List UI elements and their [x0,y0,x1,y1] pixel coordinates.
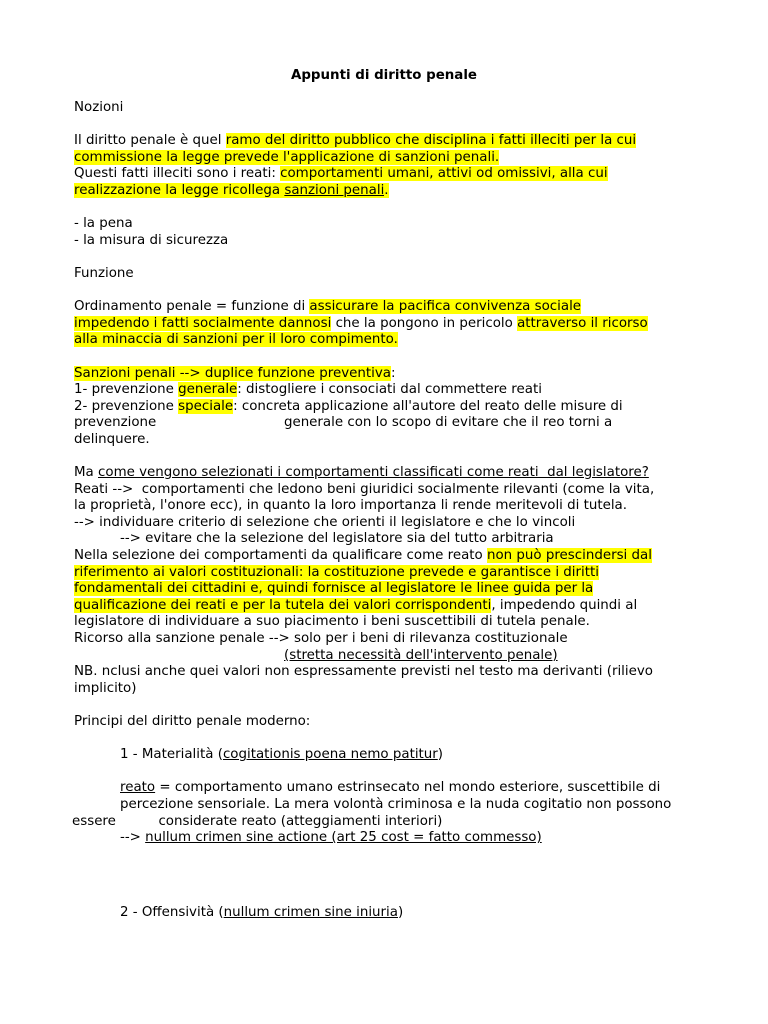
text-line [74,830,694,847]
text-run: = comportamento umano [155,780,338,796]
text-run: - la [74,216,100,232]
text-run: reato [120,780,156,796]
text-line [74,905,694,922]
bold-text: qualificazione dei reati [74,597,226,613]
text-run: 1 - [120,747,142,763]
text-run: , [558,780,568,796]
bold-text: commissione la legge prevede l'applicazione di sanzioni penali. [74,149,500,165]
text-run: 2- prevenzione [74,398,179,414]
blank-line [74,764,694,781]
text-run: = funzione di [211,299,310,315]
text-run: nullum crimen sine iniuria [223,904,398,920]
text-run: sono i [192,166,241,182]
text-line [74,598,694,615]
document-page [74,66,694,921]
blank-line [74,117,694,134]
text-run: ( [214,904,224,920]
blank-line [74,731,694,748]
highlighted-text: alla [74,332,103,348]
bold-text: delinquere [74,431,146,447]
bold-text: evitare che il reo torni a [451,415,613,431]
text-line [74,465,694,482]
highlighted-text: sanzioni penali [284,182,385,198]
text-line [74,432,694,449]
text-line [74,316,694,333]
highlighted-text: attraverso il ricorso [517,315,648,331]
blank-line [74,448,694,465]
bold-text: speciale [178,398,234,414]
bold-text: fornisce al legislatore le linee guida per la [312,581,594,597]
text-run: Questi [74,166,122,182]
text-run: 2 - O [120,904,153,920]
blank-line [74,697,694,714]
blank-line [74,200,694,217]
text-run: Reati --> comportamenti che [74,481,278,497]
text-run: . [145,431,150,447]
text-run: : concreta applicazione all'autore del reato delle misure di [233,398,623,414]
text-run: 1- prevenzione [74,382,179,398]
bold-text: realizzazione la legge ricollega [74,182,285,198]
text-run: , impedendo quindi al [491,597,638,613]
text-line [72,814,694,831]
bold-text: Funzione [74,265,134,281]
text-line [74,515,694,532]
bold-text: estrinsecato nel mondo esteriore [337,780,559,796]
bold-text: comportamenti umani, attivi od omissivi, alla cui [280,166,608,182]
text-run: è quel [175,133,226,149]
bold-text: ffensività [152,904,215,920]
text-line [74,780,694,797]
bold-text: non può prescindersi dal [486,548,652,564]
text-run: essere considerate reato (atteggiamenti interiori) [72,813,443,829]
highlighted-text: ramo del diritto pubblico che [225,133,424,149]
bold-text: fatti illeciti [121,166,193,182]
bold-text: . [384,182,389,198]
text-run: . [622,498,628,514]
text-run: che la pongono in pericolo [331,315,518,331]
text-line [74,648,694,665]
highlighted-text: e, quindi [245,581,313,597]
text-run: La mera volontà criminosa e la nuda cogitatio non possono [270,796,672,812]
text-line [74,266,694,283]
text-run: - la [74,232,100,248]
text-run: : distogliere i consociati dal commettere reati [237,382,542,398]
text-line [74,548,694,565]
bold-text: riferimento ai valori costituzionali [74,564,299,580]
text-run: : [390,365,396,381]
text-line [74,183,694,200]
text-line [74,482,694,499]
bold-text: pena [99,216,133,232]
bold-text: Materialità [141,747,214,763]
text-run: ( [213,747,223,763]
text-line [74,681,694,698]
text-line [74,100,694,117]
text-line [74,415,694,432]
bold-text: disciplina i fatti illeciti per la cui [423,133,637,149]
text-run: implicito) [74,680,137,696]
bold-text: duplice funzione preventiva [204,365,391,381]
text-run: (come la vita, [558,481,655,497]
blank-line [74,249,694,266]
bold-text: Ricorso alla sanzione penale --> solo per i beni di rilevanza costituzionale [74,631,568,646]
bold-text: garantisce i diritti [480,564,599,580]
text-line [74,133,694,150]
text-run: prevenzione generale con lo scopo di [74,415,452,431]
text-run: legislatore di individuare a suo piacimento i beni suscettibili di tutela penale. [74,614,590,630]
bold-text: assicurare la pacifica convivenza sociale [309,299,582,315]
bold-text: suscettibile di [567,780,661,796]
text-run: --> evitare che la selezione del legislatore sia del tutto arbitraria [120,531,554,547]
text-line [74,531,694,548]
bold-text: Ordinamento penale [74,299,212,315]
text-run: --> [120,830,146,846]
text-run: NB. nclusi anche quei valori non espressamente previsti nel testo ma derivanti (rilievo [74,664,653,680]
bold-text: la loro importanza li rende meritevoli di tutela [314,498,623,514]
text-run: Nozioni [74,100,124,115]
document-title: Appunti di diritto penale [290,68,478,83]
text-run: : [271,166,281,182]
blank-line [74,349,694,366]
text-line [74,498,694,515]
bold-text: percezione sensoriale. [120,796,270,812]
text-line [74,332,694,349]
text-line [74,714,694,731]
text-run: (stretta necessità dell'intervento penale) [284,647,558,663]
bold-text: minaccia di sanzioni per il loro compimento. [102,332,398,348]
text-line [74,797,694,814]
bold-text: fondamentali dei cittadini [74,581,246,597]
text-line [74,366,694,383]
bold-text: generale [178,382,238,398]
text-line [74,216,694,233]
highlighted-text: e per la tutela dei valori corrispondenti [225,597,492,613]
text-line [74,614,694,631]
highlighted-text: : la costituzione prevede e [298,564,481,580]
text-line [74,747,694,764]
text-run: Nella selezione dei comportamenti da qualificare come reato [74,548,487,564]
text-run: ) [437,747,444,763]
text-line [74,150,694,167]
text-line [74,664,694,681]
text-line [74,631,694,648]
highlighted-text: Sanzioni penali --> [74,365,205,381]
bold-text: impedendo i fatti socialmente dannosi [74,315,332,331]
text-run: --> individuare criterio di selezione che orienti il legislatore e che lo vincoli [74,514,576,530]
text-run: cogitationis poena nemo patitur [222,747,438,763]
text-line [74,565,694,582]
text-line [74,299,694,316]
text-run: Ma [74,465,99,481]
text-run: nullum crimen sine actione (art 25 cost = fatto commesso) [145,830,542,846]
text-line [74,233,694,250]
text-run: la proprietà, l'onore ecc), in quanto [74,498,315,514]
text-line [74,399,694,416]
document-body [74,100,694,921]
text-line [74,166,694,183]
text-run: Il [74,133,86,149]
bold-text: Principi del diritto penale moderno: [74,713,311,729]
bold-text: reati [240,166,272,182]
text-line [74,581,694,598]
blank-line [74,283,694,300]
bold-text: misura di sicurezza [99,232,229,248]
text-run: ) [397,904,404,920]
text-run: come vengono selezionati i comportamenti classificati come reati dal legislatore? [98,465,649,481]
bold-text: diritto penale [85,133,176,149]
text-line [74,382,694,399]
bold-text: ledono beni giuridici socialmente rilevanti [277,481,559,497]
blank-line [74,847,694,905]
